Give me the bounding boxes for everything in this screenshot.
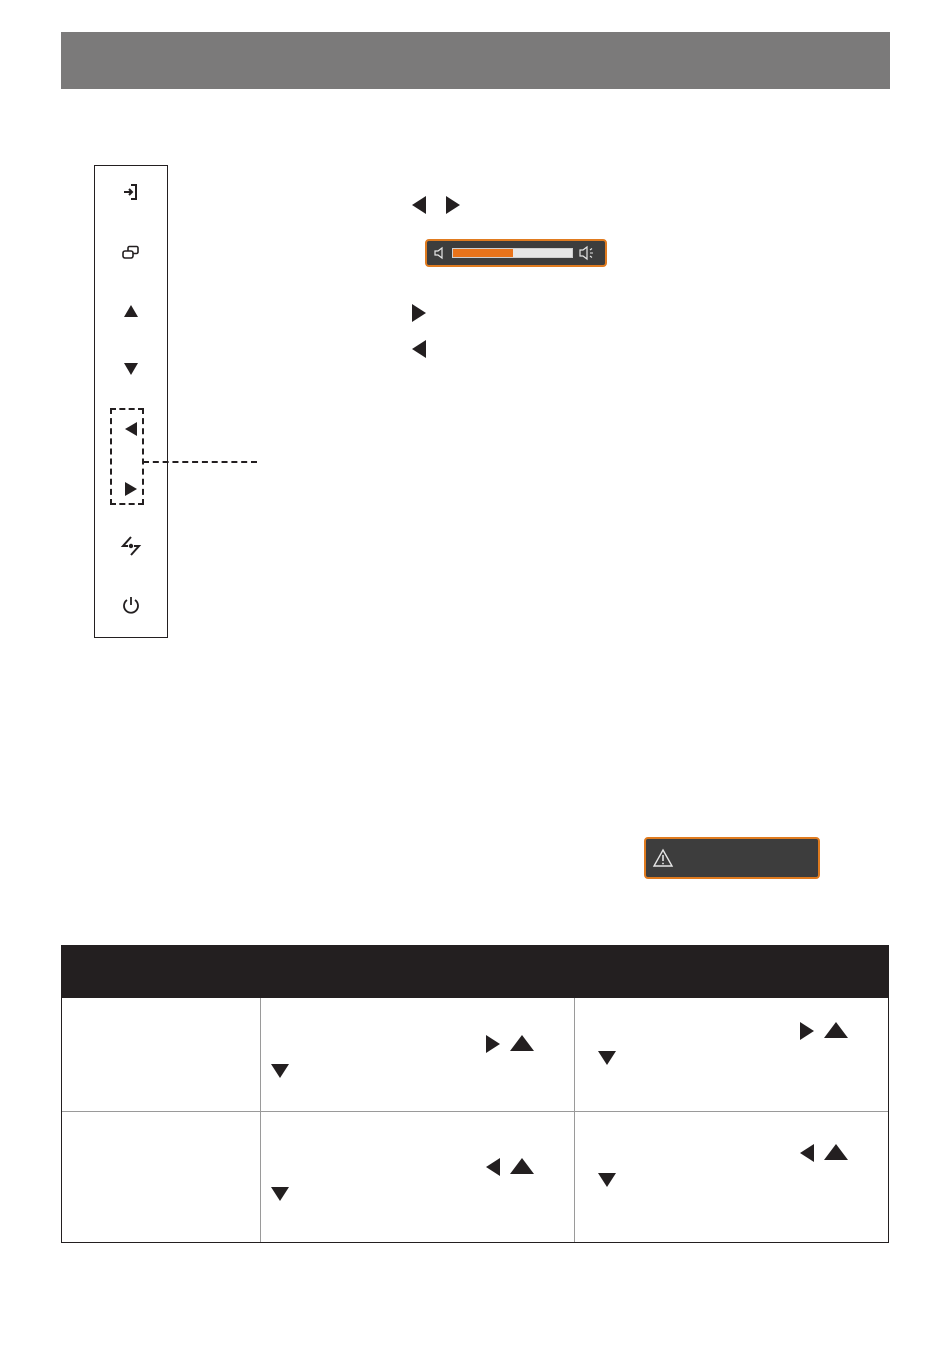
triangle-up-icon xyxy=(509,1034,535,1052)
volume-osd-bar xyxy=(425,239,607,267)
left-right-highlight-box xyxy=(110,408,144,505)
triangle-up-icon xyxy=(509,1157,535,1175)
volume-track xyxy=(452,248,573,258)
triangle-right-icon xyxy=(411,303,427,323)
triangle-right-icon xyxy=(445,195,461,215)
triangle-left-icon xyxy=(411,339,427,359)
callout-leader-line xyxy=(143,461,257,463)
triangle-down-icon xyxy=(270,1186,290,1202)
triangle-right-icon xyxy=(485,1034,501,1054)
triangle-up-icon xyxy=(123,304,139,318)
warning-osd-box xyxy=(644,837,820,879)
triangle-left-icon xyxy=(485,1157,501,1177)
window-switch-button[interactable] xyxy=(95,236,167,270)
triangle-down-icon xyxy=(270,1063,290,1079)
triangle-right-icon xyxy=(799,1021,815,1041)
triangle-left-icon xyxy=(411,195,427,215)
auto-adjust-icon xyxy=(119,535,143,557)
power-button[interactable] xyxy=(95,588,167,622)
table-header-row xyxy=(62,946,888,998)
control-panel-diagram xyxy=(94,165,168,638)
power-icon xyxy=(121,595,141,615)
input-icon xyxy=(121,182,141,202)
speaker-high-icon xyxy=(579,245,597,261)
input-button[interactable] xyxy=(95,175,167,209)
auto-adjust-button[interactable] xyxy=(95,529,167,563)
down-button[interactable] xyxy=(95,352,167,386)
triangle-up-icon xyxy=(823,1021,849,1039)
triangle-down-icon xyxy=(597,1050,617,1066)
triangle-up-icon xyxy=(823,1143,849,1161)
speaker-low-icon xyxy=(434,246,446,260)
table-column-divider xyxy=(574,998,575,1242)
warning-triangle-icon xyxy=(652,848,674,868)
table-column-divider xyxy=(260,998,261,1242)
up-button[interactable] xyxy=(95,294,167,328)
key-function-table xyxy=(61,945,889,1243)
window-switch-icon xyxy=(121,244,141,262)
triangle-left-icon xyxy=(799,1143,815,1163)
triangle-down-icon xyxy=(597,1172,617,1188)
table-row-divider xyxy=(62,1111,888,1112)
triangle-down-icon xyxy=(123,362,139,376)
volume-level-fill xyxy=(453,249,513,257)
section-header-bar xyxy=(61,32,890,89)
